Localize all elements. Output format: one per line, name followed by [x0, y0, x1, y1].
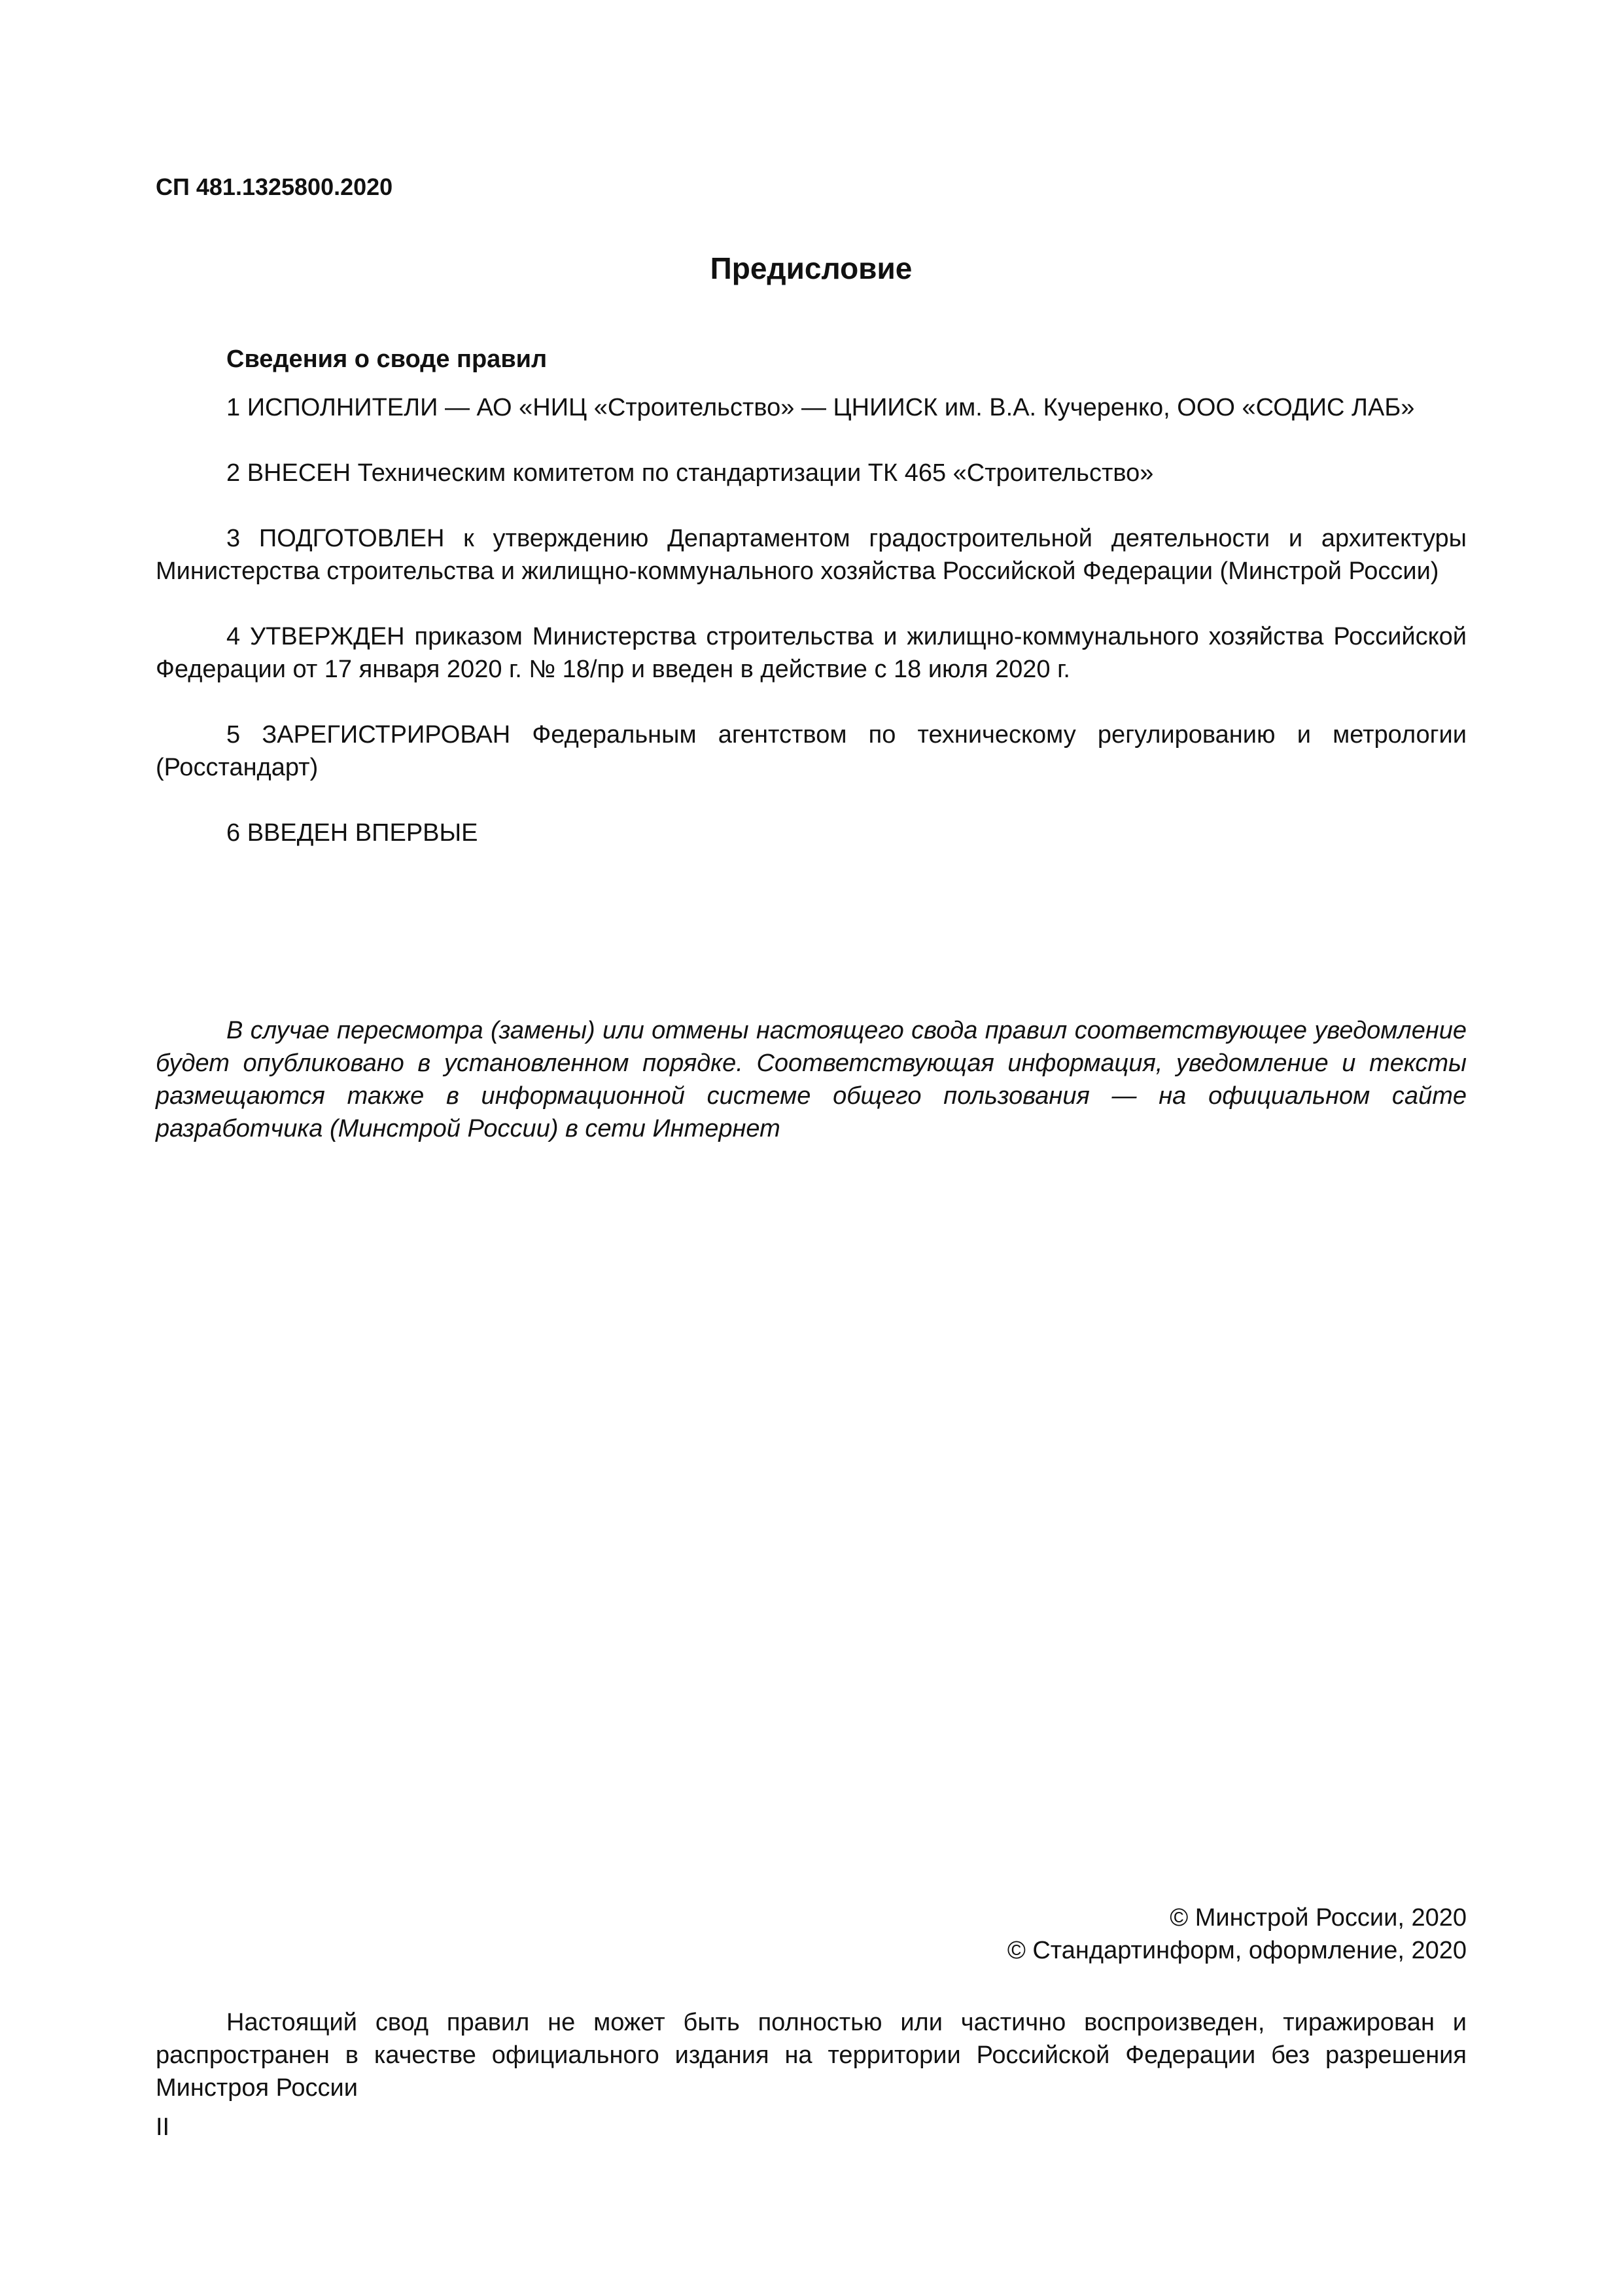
section-title: Предисловие — [710, 251, 913, 285]
foreword-items — [156, 391, 1467, 882]
foreword-item-4: 4 УТВЕРЖДЕН приказом Министерства строительства и жилищно-коммунального хозяйства Российской Федерации от 17 января 2020 г. № 18/пр и введен в действие с 18 июля 2020 г. — [156, 623, 1467, 683]
foreword-item-5: 5 ЗАРЕГИСТРИРОВАН Федеральным агентством по техническому регулированию и метрологии (Росстандарт) — [156, 721, 1467, 781]
foreword-item-3: 3 ПОДГОТОВЛЕН к утверждению Департаментом градостроительной деятельности и архитектуры Министерства строительства и жилищно-коммунального хозяйства Российской Федерации (Минстрой России) — [156, 525, 1467, 585]
revision-notice — [156, 1014, 1467, 1145]
reproduction-rights-text: Настоящий свод правил не может быть полностью или частично воспроизведен, тиражирован и распространен в качестве официального издания на территории Российской Федерации без разрешения Минстроя России — [156, 2009, 1467, 2102]
foreword-item-2: 2 ВНЕСЕН Техническим комитетом по стандартизации ТК 465 «Строительство» — [226, 459, 1154, 487]
foreword-item-1: 1 ИСПОЛНИТЕЛИ — АО «НИЦ «Строительство» — ЦНИИСК им. В.А. Кучеренко, ООО «СОДИС ЛАБ» — [226, 394, 1415, 421]
reproduction-rights — [156, 2006, 1467, 2104]
section-subheading: Сведения о своде правил — [226, 345, 548, 373]
copyright-block — [1007, 1901, 1467, 1967]
copyright-line-1: © Минстрой России, 2020 — [1170, 1904, 1467, 1932]
revision-notice-text: В случае пересмотра (замены) или отмены настоящего свода правил соответствующее уведомление будет опубликовано в установленном порядке. Соответствующая информация, уведомление и тексты размещаются также в информационной системе общего пользования — на официальном сайте разработчика (Минстрой России) в сети Интернет — [156, 1017, 1467, 1142]
foreword-item-6: 6 ВВЕДЕН ВПЕРВЫЕ — [226, 819, 478, 847]
copyright-line-2: © Стандартинформ, оформление, 2020 — [1007, 1937, 1467, 1964]
page-number: II — [156, 2113, 170, 2141]
document-code: СП 481.1325800.2020 — [156, 173, 393, 200]
